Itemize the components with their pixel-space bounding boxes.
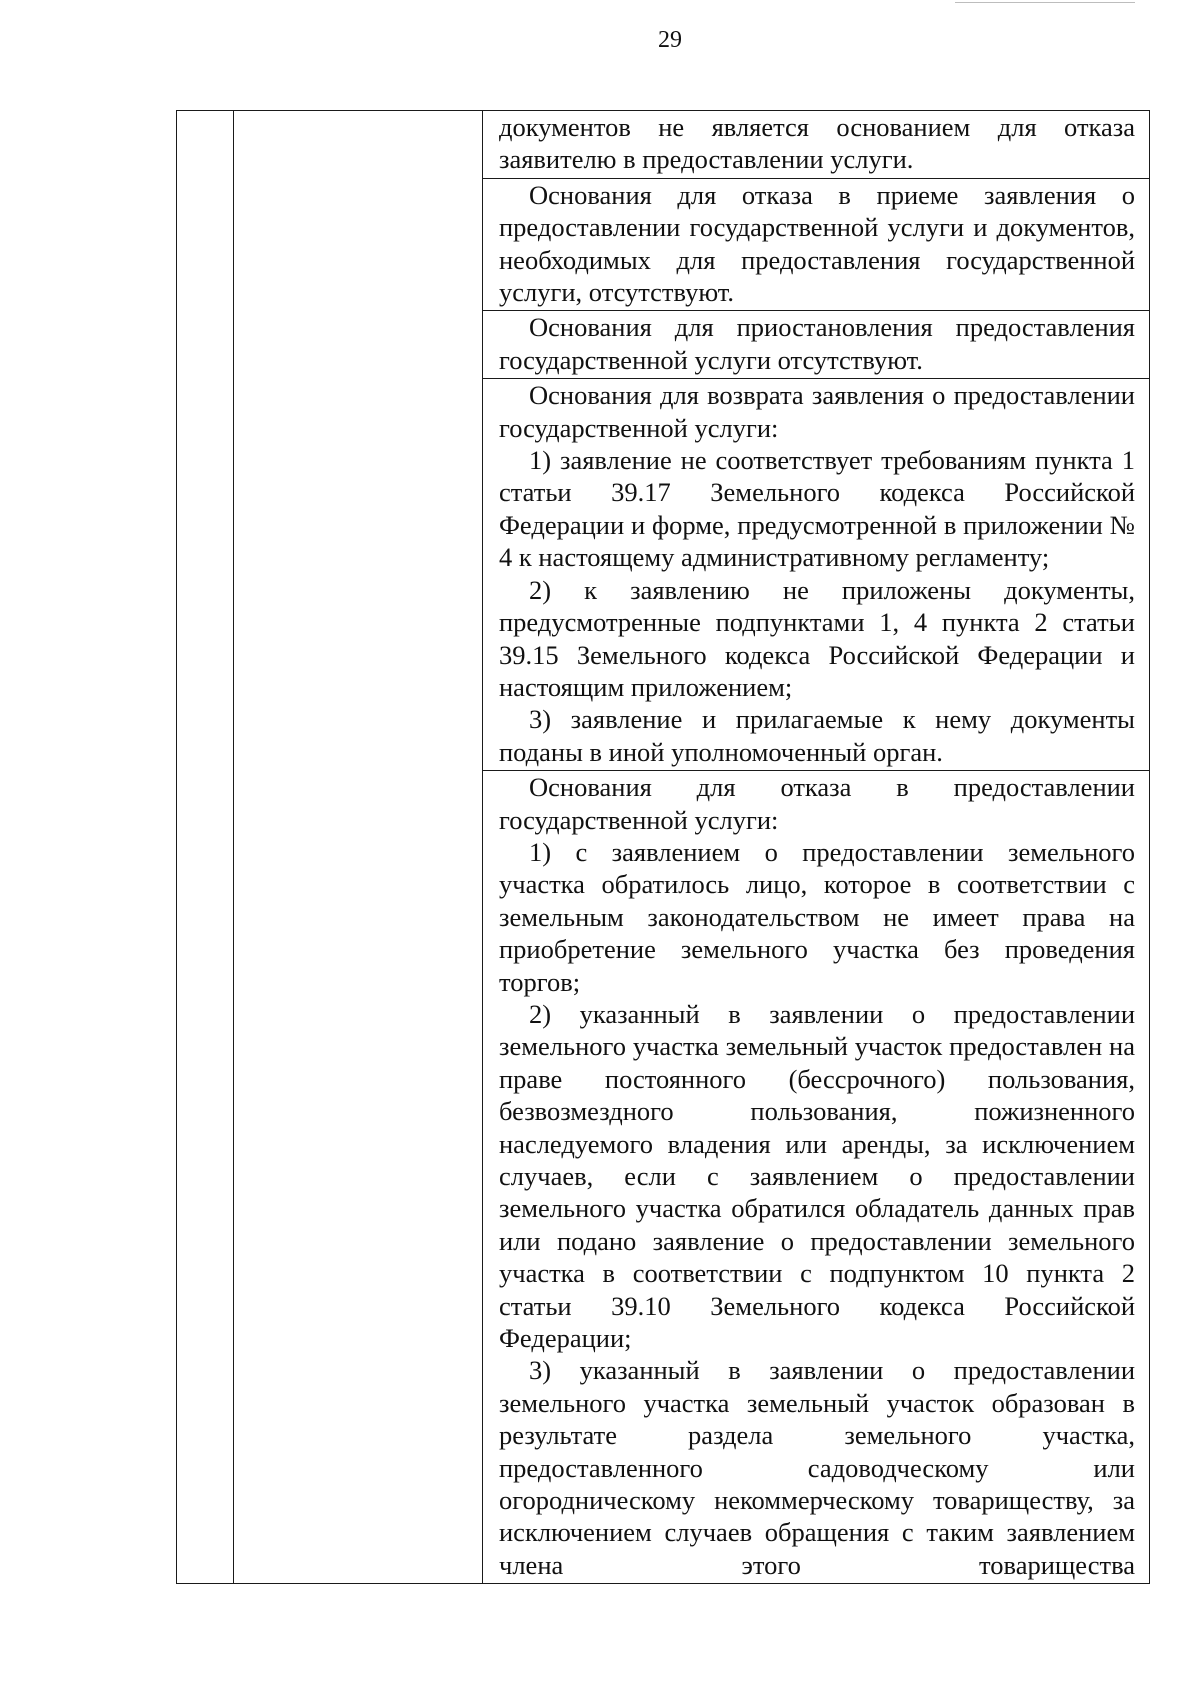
row1-text: документов не является основанием для отказа заявителю в предоставлении услуги. xyxy=(499,112,1135,175)
table-cell-content-row2 xyxy=(483,178,1150,311)
row3-text: Основания для приостановления предоставления государственной услуги отсутствуют. xyxy=(499,312,1135,375)
table-cell-content-row4 xyxy=(483,379,1150,771)
requirements-table xyxy=(176,110,1150,1584)
row5-item3: 3) указанный в заявлении о предоставлении земельного участка земельный участок образован в результате раздела земельного участка, предоставленного садоводческому или огородническому некоммерческому товариществу, за исключением случаев обращения с таким заявлением члена этого товарищества xyxy=(499,1355,1135,1580)
row5-intro: Основания для отказа в предоставлении государственной услуги: xyxy=(499,772,1135,835)
table-cell-content-row3 xyxy=(483,311,1150,379)
row5-item1: 1) с заявлением о предоставлении земельного участка обратилось лицо, которое в соответствии с земельным законодательством не имеет права на приобретение земельного участка без проведения торгов; xyxy=(499,836,1135,997)
table-cell-content-row1 xyxy=(483,111,1150,179)
table-cell-number-column xyxy=(177,111,234,1584)
document-table xyxy=(176,110,1150,1584)
row4-intro: Основания для возврата заявления о предоставлении государственной услуги: xyxy=(499,380,1135,443)
table-cell-content-row5 xyxy=(483,771,1150,1584)
scan-top-edge-line xyxy=(955,2,1135,3)
page-number: 29 xyxy=(658,27,682,53)
row5-item2: 2) указанный в заявлении о предоставлении земельного участка земельный участок предоставлен на праве постоянного (бессрочного) пользования, безвозмездного пользования, пожизненного наследуемого владения или аренды, за исключением случаев, если с заявлением о предоставлении земельного участка обратился обладатель данных прав или подано заявление о предоставлении земельного участка в соответствии с подпунктом 10 пункта 2 статьи 39.10 Земельного кодекса Российской Федерации; xyxy=(499,998,1135,1354)
row4-item1: 1) заявление не соответствует требованиям пункта 1 статьи 39.17 Земельного кодекса Российской Федерации и форме, предусмотренной в приложении № 4 к настоящему административному регламенту; xyxy=(499,445,1135,573)
row2-text: Основания для отказа в приеме заявления о предоставлении государственной услуги и документов, необходимых для предоставления государственной услуги, отсутствуют. xyxy=(499,179,1135,308)
table-row xyxy=(177,111,1150,179)
table-cell-name-column xyxy=(234,111,483,1584)
row4-item3: 3) заявление и прилагаемые к нему документы поданы в иной уполномоченный орган. xyxy=(499,704,1135,767)
row4-item2: 2) к заявлению не приложены документы, предусмотренные подпунктами 1, 4 пункта 2 статьи 39.15 Земельного кодекса Российской Федерации и настоящим приложением; xyxy=(499,574,1135,702)
